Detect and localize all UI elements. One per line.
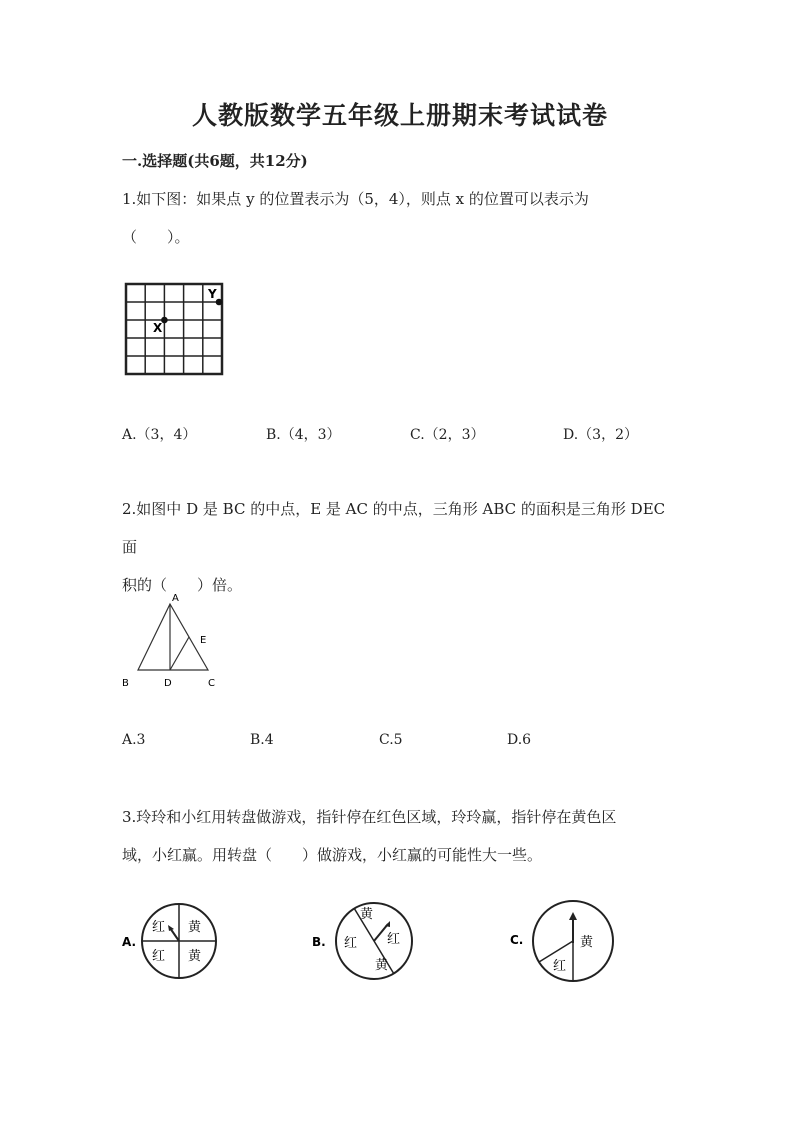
question-2-line2: 积的（ ）倍。 (122, 576, 243, 594)
page-title: 人教版数学五年级上册期末考试试卷 (191, 101, 608, 130)
spinner-b-sector-left: 红 (344, 936, 358, 951)
q1-option-a[interactable]: A.（3，4） (122, 427, 197, 443)
vertex-c-label: C (208, 678, 215, 689)
point-x-label: X (153, 321, 163, 335)
vertex-e-label: E (200, 635, 207, 646)
question-3-text (122, 798, 682, 874)
spinner-b-label: B. (312, 935, 326, 949)
spinner-c-sector-yellow: 黄 (580, 935, 594, 950)
spinner-a-sector-bl: 红 (152, 949, 166, 964)
section-heading: 一.选择题(共6题，共12分) (122, 152, 308, 170)
vertex-d-label: D (164, 678, 172, 689)
spinner-a-label: A. (122, 935, 137, 949)
question-2-text (122, 490, 682, 604)
question-2-line1: 2.如图中 D 是 BC 的中点，E 是 AC 的中点，三角形 ABC 的面积是三角形 DEC 面 (122, 500, 666, 556)
question-3-line1: 3.玲玲和小红用转盘做游戏，指针停在红色区域，玲玲赢，指针停在黄色区 (122, 808, 617, 826)
spinner-c-sector-red: 红 (553, 959, 567, 974)
spinner-b[interactable] (308, 896, 418, 990)
spinner-b-sector-top: 黄 (360, 907, 374, 922)
spinner-b-sector-bottom: 黄 (375, 958, 389, 973)
spinner-a-sector-tr: 黄 (188, 920, 202, 935)
q2-option-a[interactable]: A.3 (122, 732, 146, 748)
vertex-b-label: B (122, 678, 129, 689)
q2-option-d[interactable]: D.6 (507, 732, 532, 748)
question-1-line1: 1.如下图：如果点 y 的位置表示为（5，4），则点 x 的位置可以表示为 (122, 190, 589, 208)
q1-option-b[interactable]: B.（4，3） (266, 427, 341, 443)
question-1-line2: （ ）。 (122, 228, 190, 246)
triangle-figure (118, 588, 228, 693)
spinner-c-label: C. (510, 933, 524, 947)
question-1-text (122, 180, 682, 256)
spinner-a-sector-br: 黄 (188, 949, 202, 964)
vertex-a-label: A (172, 593, 179, 604)
spinner-b-sector-right: 红 (387, 932, 401, 947)
spinner-c[interactable] (508, 896, 628, 990)
question-3-line2: 域，小红赢。用转盘（ ）做游戏，小红赢的可能性大一些。 (122, 846, 543, 864)
q1-option-d[interactable]: D.（3，2） (563, 427, 638, 443)
q1-option-c[interactable]: C.（2，3） (410, 427, 485, 443)
q2-option-b[interactable]: B.4 (250, 732, 274, 748)
point-y-label: Y (208, 287, 217, 301)
grid-figure (120, 278, 230, 380)
spinner-a-sector-tl: 红 (152, 920, 166, 935)
q2-option-c[interactable]: C.5 (379, 732, 403, 748)
spinner-a[interactable] (118, 898, 238, 988)
